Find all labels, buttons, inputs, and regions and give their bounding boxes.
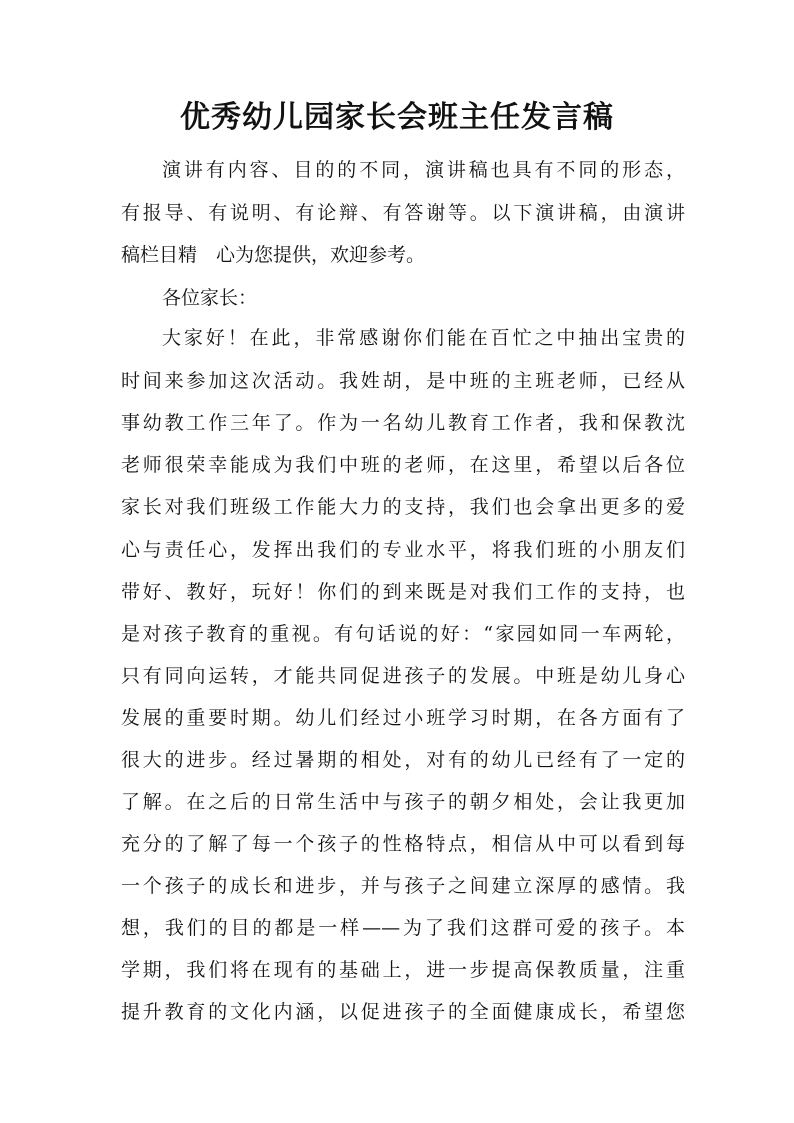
- paragraph-line: 是对孩子教育的重视。有句话说的好：“家园如同一车两轮，: [121, 623, 685, 645]
- paragraph-line: 发展的重要时期。幼儿们经过小班学习时期，在各方面有了: [121, 707, 685, 729]
- paragraph-line: 家长对我们班级工作能大力的支持，我们也会拿出更多的爱: [121, 496, 685, 518]
- paragraph-line: 带好、教好，玩好！你们的到来既是对我们工作的支持，也: [121, 581, 685, 603]
- paragraph-line: 大家好！在此，非常感谢你们能在百忙之中抽出宝贵的: [162, 327, 685, 349]
- paragraph-line: 充分的了解了每一个孩子的性格特点，相信从中可以看到每: [121, 833, 685, 855]
- paragraph-line: 稿栏目精 心为您提供，欢迎参考。: [121, 244, 426, 266]
- paragraph-line: 事幼教工作三年了。作为一名幼儿教育工作者，我和保教沈: [121, 412, 685, 434]
- paragraph-line: 提升教育的文化内涵，以促进孩子的全面健康成长，希望您: [121, 1001, 685, 1023]
- paragraph-line: 只有同向运转，才能共同促进孩子的发展。中班是幼儿身心: [121, 665, 685, 687]
- paragraph-line: 心与责任心，发挥出我们的专业水平，将我们班的小朋友们: [121, 539, 685, 561]
- paragraph-line: 有报导、有说明、有论辩、有答谢等。以下演讲稿，由演讲: [121, 202, 685, 224]
- paragraph-line: 时间来参加这次活动。我姓胡，是中班的主班老师，已经从: [121, 370, 685, 392]
- paragraph-line: 很大的进步。经过暑期的相处，对有的幼儿已经有了一定的: [121, 749, 685, 771]
- paragraph-line: 了解。在之后的日常生活中与孩子的朝夕相处，会让我更加: [121, 791, 685, 813]
- paragraph-line: 一个孩子的成长和进步，并与孩子之间建立深厚的感情。我: [121, 875, 685, 897]
- salutation: 各位家长：: [162, 287, 258, 309]
- document-title: 优秀幼儿园家长会班主任发言稿: [180, 100, 614, 135]
- paragraph-line: 演讲有内容、目的的不同，演讲稿也具有不同的形态，: [162, 159, 685, 181]
- paragraph-line: 想，我们的目的都是一样——为了我们这群可爱的孩子。本: [121, 917, 685, 939]
- paragraph-line: 学期，我们将在现有的基础上，进一步提高保教质量，注重: [121, 959, 685, 981]
- paragraph-line: 老师很荣幸能成为我们中班的老师，在这里，希望以后各位: [121, 454, 685, 476]
